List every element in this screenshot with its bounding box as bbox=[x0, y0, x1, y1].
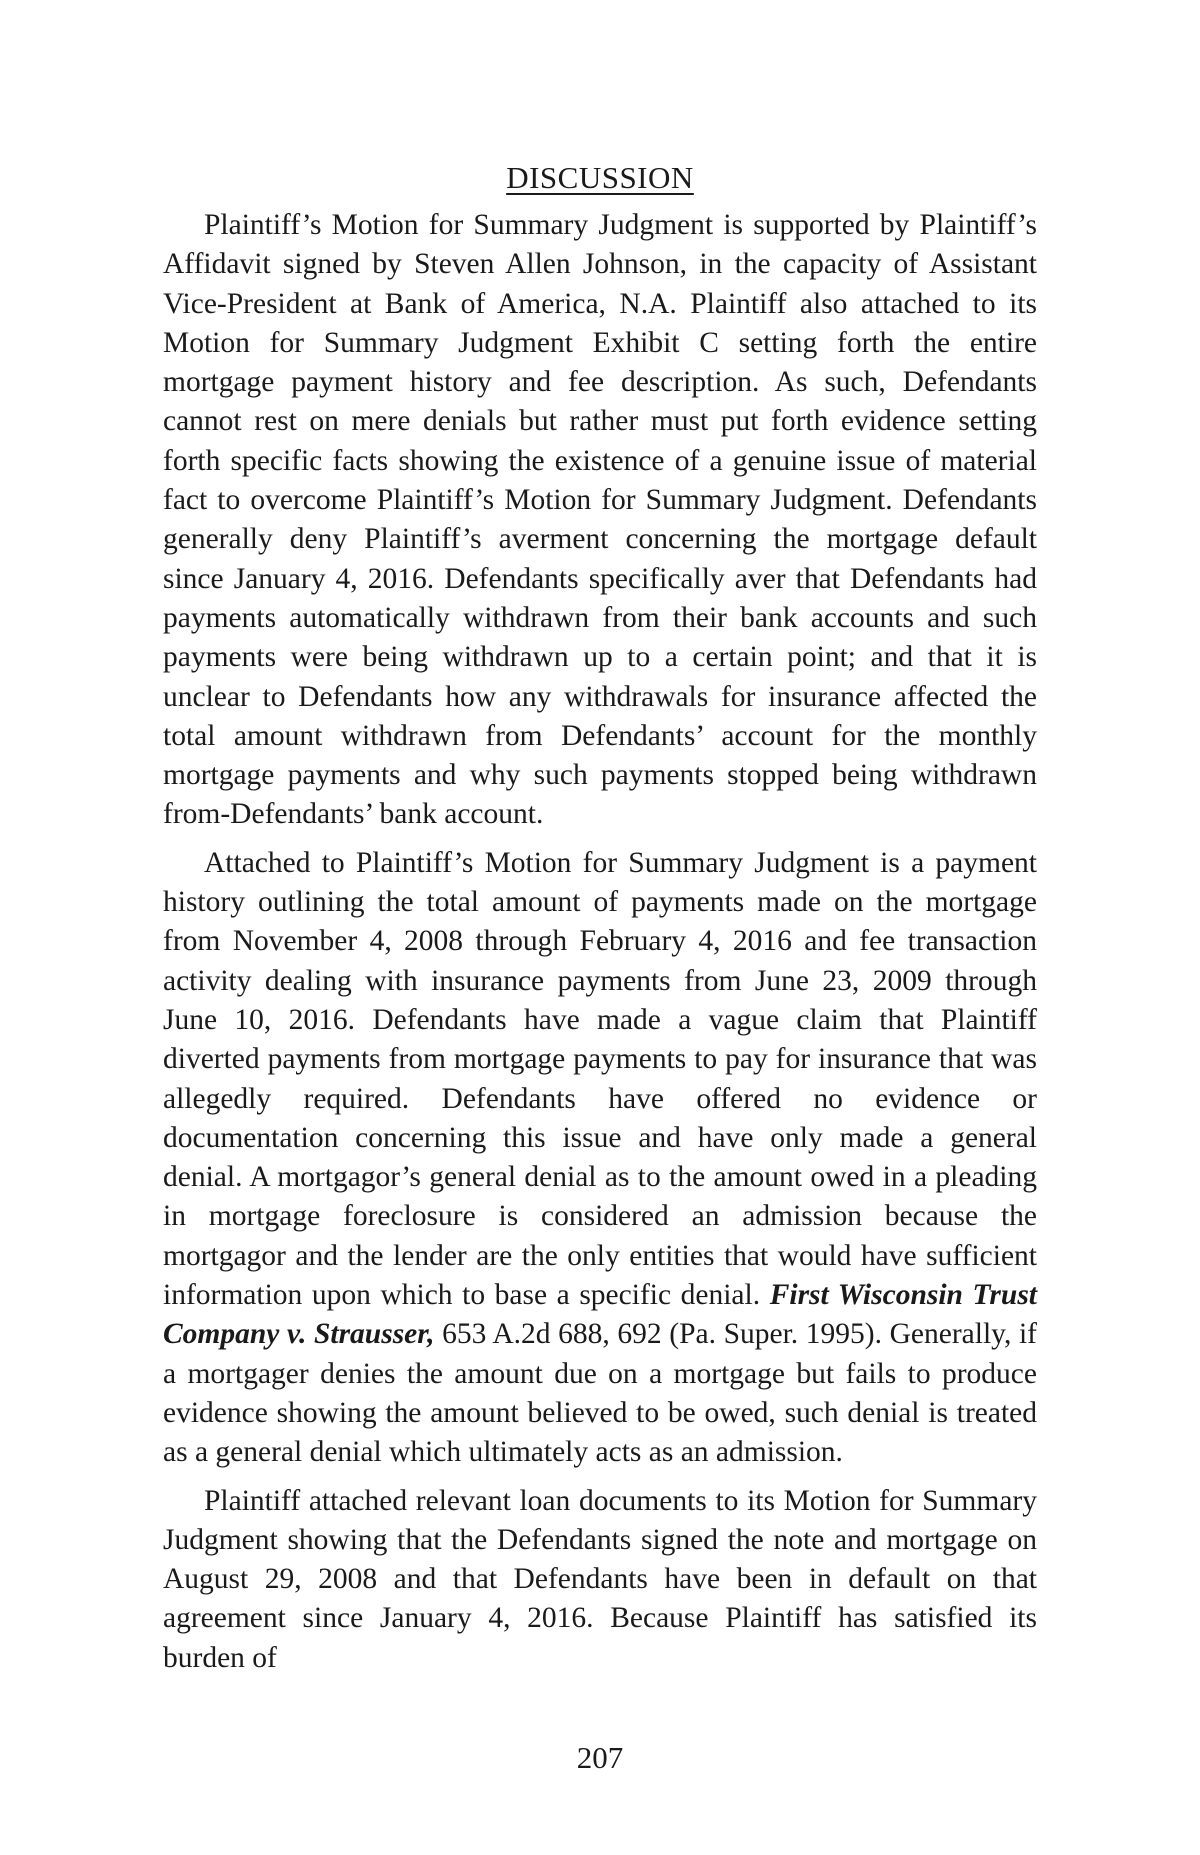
paragraph-2-text-part-1: Attached to Plaintiff’s Motion for Summary Judgment is a payment history outlining the total amount of payments made on the mortgage from November 4, 2008 through February 4, 2016 and fee transaction activity dealing with insurance payments from June 23, 2009 through June 10, 2016. Defendants have made a vague claim that Plaintiff diverted payments from mortgage payments to pay for insurance that was allegedly required. Defendants have offered no evidence or documentation concerning this issue and have only made a general denial. A mortgagor’s general denial as to the amount owed in a pleading in mortgage foreclosure is considered an admission because the mortgagor and the lender are the only entities that would have sufficient information upon which to base a specific denial. bbox=[163, 846, 1037, 1312]
paragraph-2-text-part-2: 653 A.2d 688, 692 (Pa. Super. 1995). Generally, if a mortgager denies the amount due on a mortgage but fails to produce evidence showing the amount believed to be owed, such denial is treated as a general denial which ultimately acts as an admission. bbox=[163, 1318, 1037, 1469]
paragraph-2 bbox=[163, 844, 1037, 1473]
paragraph-3: Plaintiff attached relevant loan documents to its Motion for Summary Judgment showing that the Defendants signed the note and mortgage on August 29, 2008 and that Defendants have been in default on that agreement since January 4, 2016. Because Plaintiff has satisfied its burden of bbox=[163, 1484, 1037, 1674]
page-number: 207 bbox=[576, 1740, 624, 1775]
section-heading: DISCUSSION bbox=[506, 160, 694, 195]
paragraph-1: Plaintiff’s Motion for Summary Judgment is supported by Plaintiff’s Affidavit signed by Steven Allen Johnson, in the capacity of Assistant Vice-President at Bank of America, N.A. Plaintiff also attached to its Motion for Summary Judgment Exhibit C setting forth the entire mortgage payment history and fee description. As such, Defendants cannot rest on mere denials but rather must put forth evidence setting forth specific facts showing the existence of a genuine issue of material fact to overcome Plaintiff’s Motion for Summary Judgment. Defendants generally deny Plaintiff’s averment concerning the mortgage default since January 4, 2016. Defendants specifically aver that Defendants had payments automatically withdrawn from their bank accounts and such payments were being withdrawn up to a certain point; and that it is unclear to Defendants how any withdrawals for insurance affected the total amount withdrawn from Defendants’ account for the monthly mortgage payments and why such payments stopped being withdrawn from-Defendants’ bank account. bbox=[163, 209, 1037, 831]
case-citation-name: First Wisconsin Trust Company v. Strausser, bbox=[163, 1279, 1038, 1351]
body-text bbox=[163, 206, 1037, 1687]
